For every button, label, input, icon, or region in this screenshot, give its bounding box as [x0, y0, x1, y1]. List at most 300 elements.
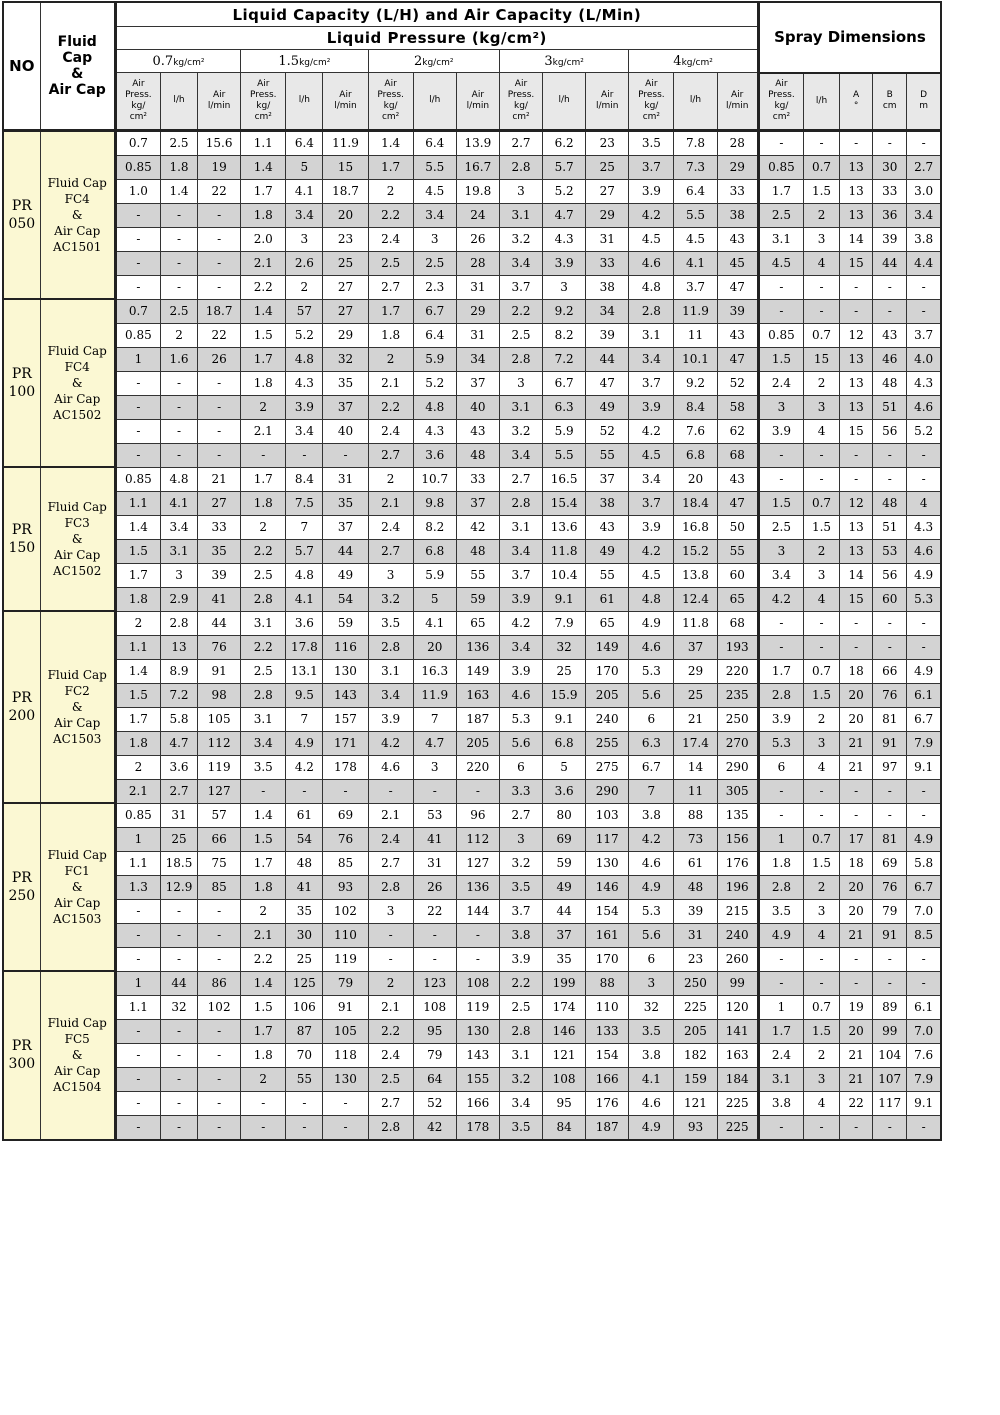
subheader-lh: l/h: [543, 73, 586, 131]
data-cell: 196: [717, 875, 758, 899]
data-cell: 52: [586, 419, 629, 443]
data-cell: 4.9: [907, 659, 941, 683]
data-cell: 37: [674, 635, 717, 659]
data-cell: 59: [456, 587, 499, 611]
data-cell: 13: [840, 347, 873, 371]
data-cell: 93: [674, 1115, 717, 1140]
data-cell: 5.9: [413, 347, 456, 371]
data-cell: -: [758, 275, 803, 299]
data-cell: 1.8: [115, 731, 160, 755]
header-line: °: [853, 101, 859, 111]
data-cell: 4.2: [629, 827, 674, 851]
data-cell: 4.3: [413, 419, 456, 443]
header-line: Air Cap: [54, 548, 101, 562]
data-cell: 5.6: [629, 683, 674, 707]
data-cell: 3: [803, 227, 839, 251]
data-cell: 166: [586, 1067, 629, 1091]
data-cell: -: [840, 947, 873, 971]
header-line: cm: [882, 101, 897, 111]
data-cell: 3.8: [758, 1091, 803, 1115]
data-cell: 4.9: [907, 827, 941, 851]
data-cell: 59: [323, 611, 368, 635]
data-cell: 1.5: [758, 347, 803, 371]
data-cell: 1.5: [803, 1019, 839, 1043]
subheader-air-lmin: [717, 73, 758, 131]
data-cell: 4.4: [907, 251, 941, 275]
data-cell: 3.1: [499, 1043, 542, 1067]
data-cell: 37: [543, 923, 586, 947]
data-cell: 3.4: [413, 203, 456, 227]
data-cell: 110: [586, 995, 629, 1019]
data-cell: -: [413, 779, 456, 803]
data-cell: -: [873, 443, 907, 467]
data-cell: 4.2: [368, 731, 413, 755]
model-number: [3, 803, 40, 971]
data-cell: 143: [323, 683, 368, 707]
header-line: Air Cap: [54, 392, 101, 406]
data-cell: 2.5: [368, 1067, 413, 1091]
model-number: [3, 971, 40, 1140]
data-cell: 0.7: [803, 155, 839, 179]
data-cell: -: [840, 803, 873, 827]
data-cell: -: [160, 395, 197, 419]
data-cell: 65: [586, 611, 629, 635]
data-cell: -: [115, 419, 160, 443]
data-cell: 125: [286, 971, 323, 995]
data-cell: 49: [586, 539, 629, 563]
data-cell: 8.4: [674, 395, 717, 419]
header-line: cm²: [381, 111, 400, 122]
data-cell: 32: [543, 635, 586, 659]
data-cell: 3.1: [758, 227, 803, 251]
data-cell: 187: [586, 1115, 629, 1140]
subheader-spray-4: [907, 73, 941, 131]
data-cell: 23: [323, 227, 368, 251]
data-cell: 4: [803, 755, 839, 779]
table-row: [3, 683, 941, 707]
data-cell: 34: [586, 299, 629, 323]
data-cell: 3.1: [368, 659, 413, 683]
header-pressure-4: [629, 50, 759, 73]
data-cell: 2.1: [241, 419, 286, 443]
data-cell: 2.4: [758, 1043, 803, 1067]
data-cell: 1.1: [115, 491, 160, 515]
data-cell: 20: [840, 683, 873, 707]
subheader-air-press: [629, 73, 674, 131]
data-cell: 52: [413, 1091, 456, 1115]
data-cell: 127: [456, 851, 499, 875]
data-cell: 3.1: [241, 611, 286, 635]
data-cell: 3.2: [499, 1067, 542, 1091]
data-cell: 3.0: [907, 179, 941, 203]
data-cell: 73: [674, 827, 717, 851]
data-cell: -: [198, 251, 241, 275]
data-cell: -: [286, 1091, 323, 1115]
data-cell: 29: [674, 659, 717, 683]
data-cell: 3: [160, 563, 197, 587]
data-cell: 1.8: [241, 203, 286, 227]
data-cell: 13.8: [674, 563, 717, 587]
data-cell: 2.8: [241, 683, 286, 707]
table-row: [3, 803, 941, 827]
data-cell: 20: [840, 875, 873, 899]
data-cell: 3: [368, 899, 413, 923]
data-cell: 130: [456, 1019, 499, 1043]
data-cell: 37: [456, 491, 499, 515]
table-row: [3, 1067, 941, 1091]
data-cell: -: [115, 371, 160, 395]
data-cell: -: [115, 227, 160, 251]
table-row: [3, 923, 941, 947]
data-cell: 42: [456, 515, 499, 539]
data-cell: 32: [323, 347, 368, 371]
table-row: [3, 587, 941, 611]
header-line: Air: [601, 89, 614, 100]
data-cell: 171: [323, 731, 368, 755]
data-cell: 65: [717, 587, 758, 611]
data-cell: 44: [198, 611, 241, 635]
header-line: FC2: [64, 684, 90, 698]
data-cell: 120: [717, 995, 758, 1019]
data-cell: 161: [586, 923, 629, 947]
data-cell: 2.8: [758, 875, 803, 899]
data-cell: -: [873, 779, 907, 803]
data-cell: 7: [629, 779, 674, 803]
data-cell: -: [907, 467, 941, 491]
data-cell: -: [160, 251, 197, 275]
data-cell: 59: [543, 851, 586, 875]
data-cell: 20: [674, 467, 717, 491]
data-cell: 3.1: [499, 515, 542, 539]
data-cell: 43: [873, 323, 907, 347]
pressure-value: 2: [413, 53, 423, 69]
data-cell: -: [198, 1067, 241, 1091]
data-cell: 1.4: [115, 659, 160, 683]
data-cell: 76: [873, 875, 907, 899]
data-cell: 44: [586, 347, 629, 371]
data-cell: -: [803, 971, 839, 995]
header-line: l/min: [207, 100, 231, 111]
data-cell: 35: [323, 491, 368, 515]
data-cell: 48: [873, 371, 907, 395]
data-cell: 3.7: [499, 563, 542, 587]
data-cell: 1: [758, 827, 803, 851]
header-line: Cap: [62, 49, 93, 66]
data-cell: 4.5: [674, 227, 717, 251]
data-cell: 41: [286, 875, 323, 899]
data-cell: 4.7: [413, 731, 456, 755]
data-cell: -: [286, 443, 323, 467]
header-line: Press.: [507, 89, 535, 100]
data-cell: 2.8: [629, 299, 674, 323]
data-cell: -: [241, 1091, 286, 1115]
pressure-value: 4: [673, 53, 682, 69]
data-cell: 7.5: [286, 491, 323, 515]
data-cell: 4.1: [413, 611, 456, 635]
data-cell: 4.1: [286, 587, 323, 611]
data-cell: 2.8: [368, 875, 413, 899]
data-cell: 45: [717, 251, 758, 275]
data-cell: 4.2: [499, 611, 542, 635]
data-cell: 3.5: [241, 755, 286, 779]
data-cell: 108: [413, 995, 456, 1019]
data-cell: -: [803, 299, 839, 323]
data-cell: 1.5: [803, 179, 839, 203]
data-cell: 163: [717, 1043, 758, 1067]
data-cell: 225: [717, 1091, 758, 1115]
data-cell: -: [803, 779, 839, 803]
data-cell: 11.9: [323, 130, 368, 155]
data-cell: 37: [586, 467, 629, 491]
data-cell: 14: [674, 755, 717, 779]
header-line: AC1502: [53, 408, 102, 422]
data-cell: 47: [717, 347, 758, 371]
data-cell: 141: [717, 1019, 758, 1043]
data-cell: 24: [456, 203, 499, 227]
data-cell: 112: [456, 827, 499, 851]
data-cell: 6: [629, 947, 674, 971]
data-cell: 57: [286, 299, 323, 323]
data-cell: 170: [586, 659, 629, 683]
data-cell: 7: [286, 515, 323, 539]
data-cell: 6.7: [543, 371, 586, 395]
model-number: [3, 467, 40, 611]
data-cell: 46: [873, 347, 907, 371]
data-cell: 81: [873, 707, 907, 731]
data-cell: 2.8: [368, 1115, 413, 1140]
data-cell: 4.1: [160, 491, 197, 515]
data-cell: 118: [323, 1043, 368, 1067]
pressure-value: 3: [544, 53, 553, 69]
header-line: Air: [645, 78, 658, 89]
data-cell: 1.1: [115, 995, 160, 1019]
data-cell: 4.1: [674, 251, 717, 275]
data-cell: 3.9: [543, 251, 586, 275]
table-row: [3, 467, 941, 491]
data-cell: 3.7: [629, 155, 674, 179]
header-line: &: [71, 376, 83, 390]
data-cell: 3: [629, 971, 674, 995]
data-cell: 205: [674, 1019, 717, 1043]
data-cell: 66: [873, 659, 907, 683]
data-cell: 3.4: [499, 251, 542, 275]
data-cell: 3.9: [758, 707, 803, 731]
data-cell: 18.5: [160, 851, 197, 875]
data-cell: 2.5: [413, 251, 456, 275]
data-cell: 7: [286, 707, 323, 731]
data-cell: 149: [456, 659, 499, 683]
data-cell: 0.85: [758, 155, 803, 179]
data-cell: 1.8: [241, 491, 286, 515]
data-cell: 1.5: [241, 827, 286, 851]
data-cell: 10.4: [543, 563, 586, 587]
subheader-air-press: [499, 73, 542, 131]
data-cell: 2.2: [241, 539, 286, 563]
data-cell: 12: [840, 323, 873, 347]
data-cell: 2.7: [368, 275, 413, 299]
data-cell: -: [758, 971, 803, 995]
data-cell: 4.3: [543, 227, 586, 251]
data-cell: 4.8: [413, 395, 456, 419]
data-cell: 18: [840, 659, 873, 683]
subheader-air-press: [115, 73, 160, 131]
subheader-lh: l/h: [286, 73, 323, 131]
data-cell: 69: [873, 851, 907, 875]
data-cell: 3: [543, 275, 586, 299]
data-cell: 3.6: [543, 779, 586, 803]
header-line: Air Cap: [54, 716, 101, 730]
table-row: [3, 443, 941, 467]
data-cell: 5.3: [629, 659, 674, 683]
data-cell: 84: [543, 1115, 586, 1140]
header-line: 300: [8, 1056, 36, 1073]
data-cell: 121: [674, 1091, 717, 1115]
header-line: cm²: [772, 112, 791, 122]
data-cell: 117: [586, 827, 629, 851]
data-cell: 15.6: [198, 130, 241, 155]
data-cell: -: [115, 443, 160, 467]
data-cell: -: [286, 1115, 323, 1140]
data-cell: 9.2: [543, 299, 586, 323]
data-cell: 6.4: [674, 179, 717, 203]
data-cell: -: [803, 467, 839, 491]
data-cell: 37: [323, 395, 368, 419]
data-cell: 2.4: [368, 515, 413, 539]
data-cell: 305: [717, 779, 758, 803]
data-cell: 157: [323, 707, 368, 731]
header-line: PR: [11, 197, 32, 214]
data-cell: 5.8: [907, 851, 941, 875]
data-cell: 119: [323, 947, 368, 971]
data-cell: 3.5: [629, 130, 674, 155]
data-cell: 70: [286, 1043, 323, 1067]
data-cell: 1.0: [115, 179, 160, 203]
data-cell: 21: [674, 707, 717, 731]
data-cell: -: [115, 1043, 160, 1067]
header-line: Press.: [125, 89, 152, 100]
data-cell: -: [160, 371, 197, 395]
data-cell: 48: [674, 875, 717, 899]
table-row: [3, 1091, 941, 1115]
data-cell: 3: [758, 539, 803, 563]
data-cell: 40: [323, 419, 368, 443]
data-cell: 64: [413, 1067, 456, 1091]
data-cell: 0.85: [115, 803, 160, 827]
data-cell: 50: [717, 515, 758, 539]
data-cell: 3.2: [368, 587, 413, 611]
data-cell: 154: [586, 899, 629, 923]
header-line: Press.: [638, 89, 665, 100]
pressure-unit: kg/cm²: [422, 57, 454, 68]
data-cell: 6.7: [413, 299, 456, 323]
table-row: [3, 899, 941, 923]
data-cell: 68: [717, 443, 758, 467]
data-cell: 9.1: [907, 755, 941, 779]
data-cell: 27: [586, 179, 629, 203]
data-cell: 14: [840, 563, 873, 587]
data-cell: 1.5: [115, 539, 160, 563]
data-cell: 2: [803, 539, 839, 563]
data-cell: -: [323, 1115, 368, 1140]
data-cell: 3: [286, 227, 323, 251]
data-cell: 2.5: [499, 995, 542, 1019]
data-cell: 2.8: [160, 611, 197, 635]
data-cell: 270: [717, 731, 758, 755]
data-cell: 116: [323, 635, 368, 659]
data-cell: 35: [198, 539, 241, 563]
subheader-spray-2: [840, 73, 873, 131]
header-line: 050: [8, 215, 36, 232]
data-cell: 4.5: [413, 179, 456, 203]
data-cell: -: [840, 779, 873, 803]
data-cell: 20: [413, 635, 456, 659]
data-cell: 5: [286, 155, 323, 179]
data-cell: 58: [717, 395, 758, 419]
data-cell: 6.1: [907, 683, 941, 707]
data-cell: 159: [674, 1067, 717, 1091]
data-cell: 1.4: [160, 179, 197, 203]
table-row: [3, 779, 941, 803]
data-cell: 3.4: [241, 731, 286, 755]
data-cell: 11.8: [543, 539, 586, 563]
header-line: l/min: [466, 100, 490, 111]
data-cell: 7.9: [907, 1067, 941, 1091]
data-cell: 1.8: [241, 875, 286, 899]
data-cell: -: [198, 371, 241, 395]
data-cell: 54: [286, 827, 323, 851]
data-cell: -: [840, 467, 873, 491]
data-cell: 1.8: [115, 587, 160, 611]
data-cell: -: [115, 251, 160, 275]
data-cell: 205: [456, 731, 499, 755]
data-cell: -: [873, 611, 907, 635]
data-cell: 130: [323, 1067, 368, 1091]
data-cell: 1.7: [368, 155, 413, 179]
data-cell: 1.7: [115, 563, 160, 587]
data-cell: -: [198, 923, 241, 947]
data-cell: -: [758, 299, 803, 323]
data-cell: 43: [717, 323, 758, 347]
data-cell: -: [198, 443, 241, 467]
data-cell: 182: [674, 1043, 717, 1067]
header-line: Air: [384, 78, 397, 89]
data-cell: 3.4: [499, 443, 542, 467]
data-cell: 91: [873, 923, 907, 947]
data-cell: 12.9: [160, 875, 197, 899]
data-cell: 0.7: [803, 827, 839, 851]
data-cell: 235: [717, 683, 758, 707]
data-cell: 2.7: [499, 467, 542, 491]
data-cell: 7.2: [160, 683, 197, 707]
data-cell: 3.1: [758, 1067, 803, 1091]
data-cell: 29: [586, 203, 629, 227]
header-line: Air Cap: [54, 896, 101, 910]
header-line: cm²: [254, 111, 272, 122]
data-cell: 91: [323, 995, 368, 1019]
data-cell: 193: [717, 635, 758, 659]
data-cell: 47: [586, 371, 629, 395]
data-cell: 36: [873, 203, 907, 227]
data-cell: 22: [840, 1091, 873, 1115]
data-cell: 19.8: [456, 179, 499, 203]
data-cell: 13.6: [543, 515, 586, 539]
model-number: [3, 299, 40, 467]
data-cell: 85: [323, 851, 368, 875]
data-cell: 13: [840, 155, 873, 179]
header-spray-dimensions: Spray Dimensions: [758, 2, 941, 73]
data-cell: 2.7: [368, 539, 413, 563]
data-cell: 88: [674, 803, 717, 827]
